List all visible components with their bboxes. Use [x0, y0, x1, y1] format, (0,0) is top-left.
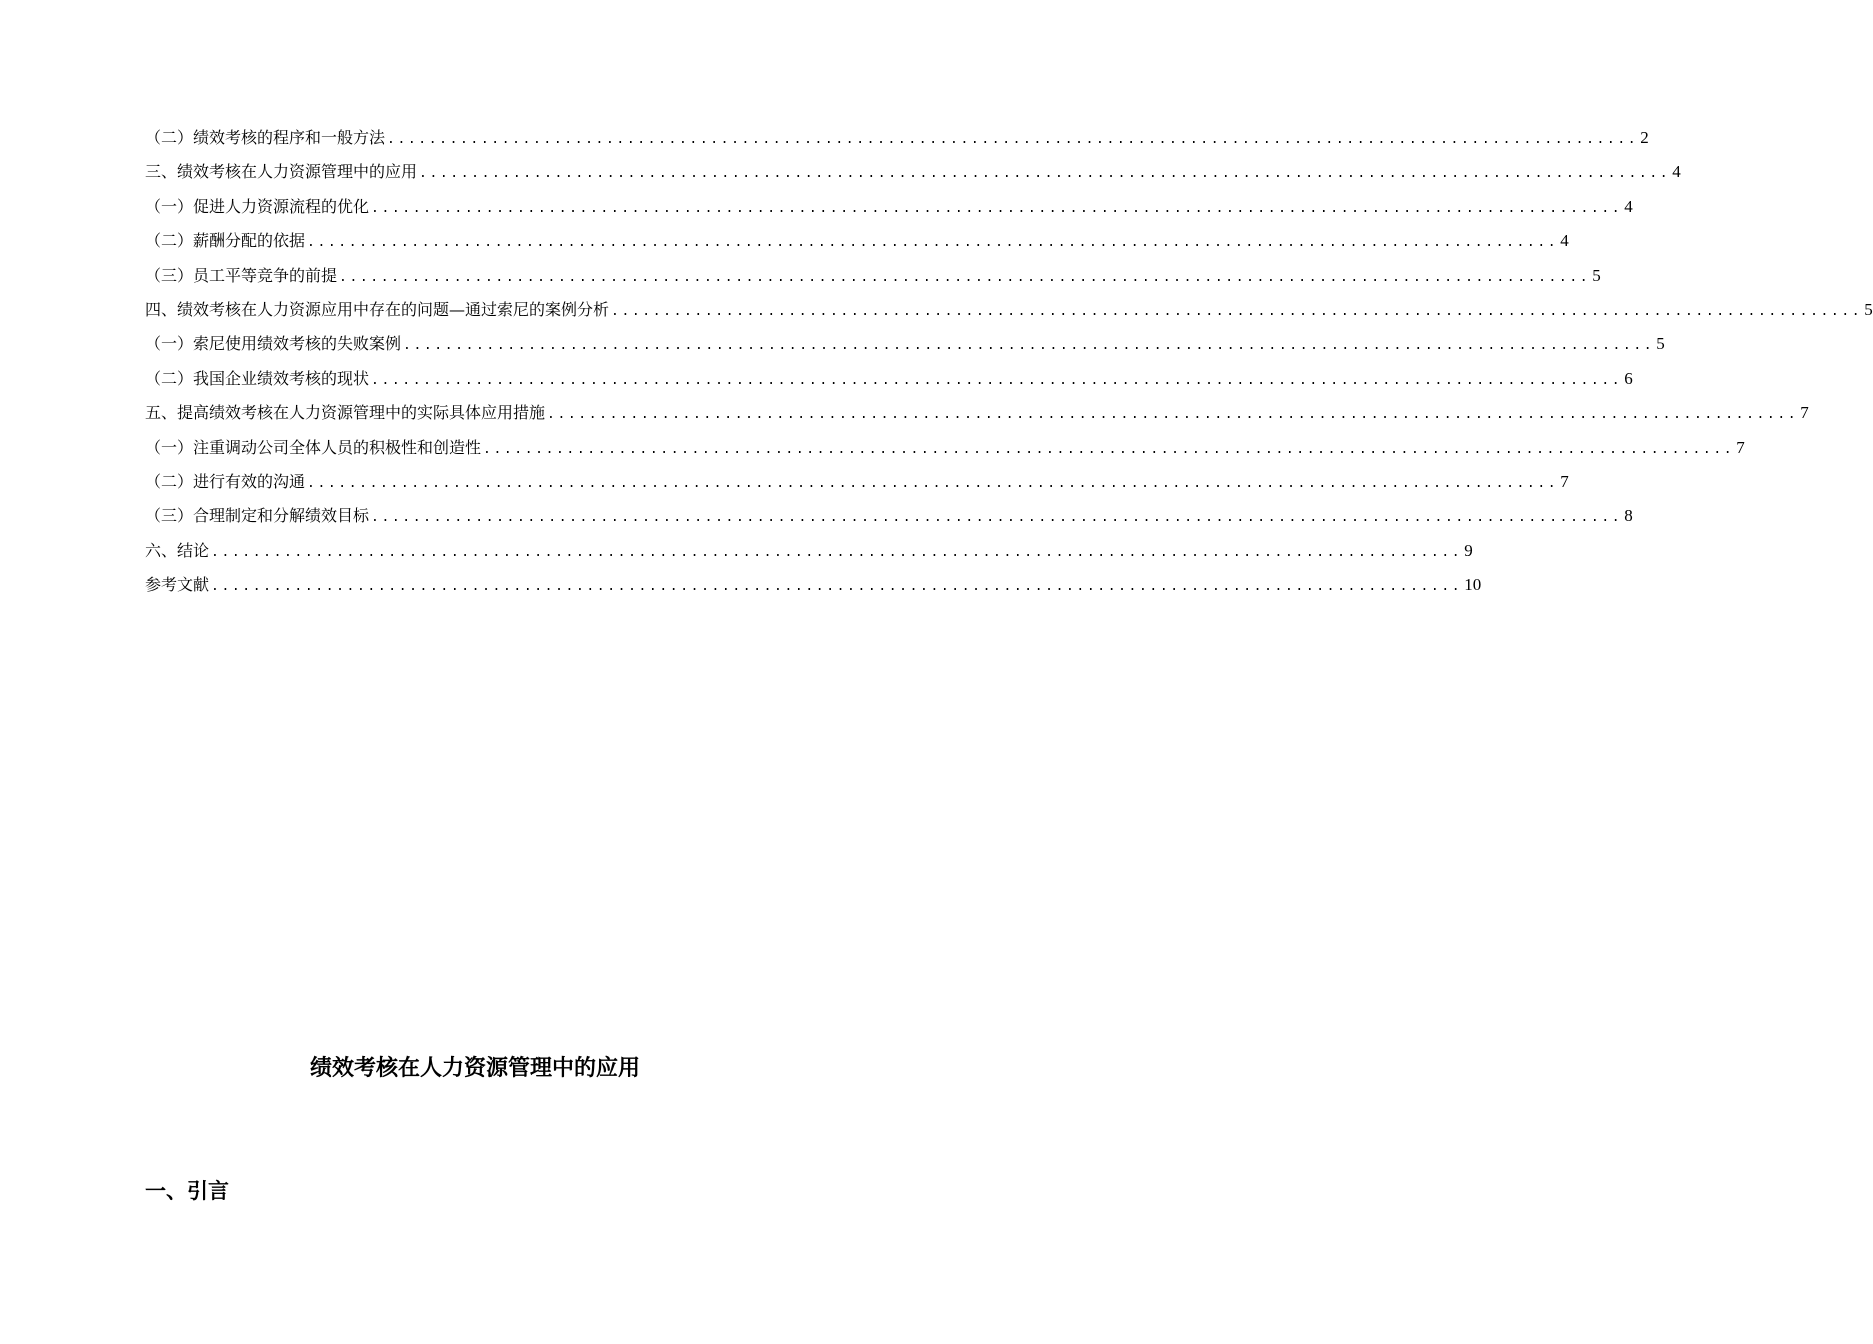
section-heading-introduction: 一、引言 — [145, 1179, 229, 1203]
toc-entry-page: 10 — [1464, 575, 1482, 595]
toc-entry-page: 5 — [1864, 299, 1873, 319]
toc-entry[interactable] — [145, 124, 1649, 158]
toc-entry[interactable] — [145, 537, 1473, 571]
toc-entry[interactable] — [145, 468, 1569, 502]
toc-leader-dots: ........................................................................................................................ — [339, 269, 1591, 285]
toc-entry[interactable] — [145, 262, 1601, 296]
toc-leader-dots: ........................................................................................................................ — [547, 407, 1799, 423]
toc-leader-dots: ........................................................................................................................ — [371, 510, 1623, 526]
toc-entry-page: 5 — [1656, 334, 1665, 354]
toc-entry-title: （一）索尼使用绩效考核的失败案例 — [145, 334, 402, 354]
toc-leader-dots: ........................................................................................................................ — [211, 579, 1463, 595]
toc-entry[interactable] — [145, 399, 1809, 433]
toc-leader-dots: ........................................................................................................................ — [419, 166, 1671, 182]
toc-entry[interactable] — [145, 571, 1482, 605]
toc-entry-page: 4 — [1624, 196, 1633, 216]
toc-leader-dots: ........................................................................................................................ — [211, 544, 1463, 560]
toc-entry-title: （一）促进人力资源流程的优化 — [145, 196, 370, 216]
toc-entry[interactable] — [145, 227, 1569, 261]
toc-entry-title: 三、绩效考核在人力资源管理中的应用 — [145, 162, 418, 182]
toc-entry-page: 7 — [1560, 471, 1569, 491]
toc-entry-title: （二）进行有效的沟通 — [145, 471, 306, 491]
toc-entry-page: 4 — [1672, 162, 1681, 182]
toc-entry[interactable] — [145, 193, 1633, 227]
toc-entry-page: 8 — [1624, 506, 1633, 526]
toc-entry-page: 6 — [1624, 368, 1633, 388]
toc-entry-title: （一）注重调动公司全体人员的积极性和创造性 — [145, 437, 482, 457]
toc-entry[interactable] — [145, 365, 1633, 399]
toc-entry[interactable] — [145, 296, 1873, 330]
toc-leader-dots: ........................................................................................................................ — [307, 235, 1559, 251]
toc-entry-page: 7 — [1736, 437, 1745, 457]
toc-leader-dots: ........................................................................................................................ — [483, 441, 1735, 457]
toc-entry-page: 5 — [1592, 265, 1601, 285]
toc-entry[interactable] — [145, 158, 1681, 192]
toc-entry-title: （二）绩效考核的程序和一般方法 — [145, 128, 386, 147]
toc-entry[interactable] — [145, 330, 1665, 364]
toc-entry-title: （三）员工平等竞争的前提 — [145, 265, 338, 285]
toc-leader-dots: ........................................................................................................................ — [611, 303, 1863, 319]
toc-leader-dots: ........................................................................................................................ — [403, 338, 1655, 354]
toc-entry-title: 参考文献 — [145, 575, 210, 595]
toc-leader-dots: ........................................................................................................................ — [371, 372, 1623, 388]
toc-entry-page: 7 — [1800, 403, 1809, 423]
toc-entry-title: 四、绩效考核在人力资源应用中存在的问题—通过索尼的案例分析 — [145, 299, 610, 319]
toc-leader-dots: ........................................................................................................................ — [371, 200, 1623, 216]
toc-entry-page: 2 — [1640, 128, 1649, 147]
toc-entry-page: 4 — [1560, 231, 1569, 251]
toc-entry-title: 五、提高绩效考核在人力资源管理中的实际具体应用措施 — [145, 403, 546, 423]
toc-entry-title: 六、结论 — [145, 540, 210, 560]
toc-entry-title: （三）合理制定和分解绩效目标 — [145, 506, 370, 526]
toc-leader-dots: ........................................................................................................................ — [307, 475, 1559, 491]
toc-leader-dots: ........................................................................................................................ — [387, 132, 1639, 147]
document-title: 绩效考核在人力资源管理中的应用 — [309, 1056, 640, 1081]
toc-entry[interactable] — [145, 502, 1633, 536]
toc-entry-title: （二）薪酬分配的依据 — [145, 231, 306, 251]
toc-entry[interactable] — [145, 434, 1745, 468]
table-of-contents — [145, 124, 1873, 605]
toc-entry-title: （二）我国企业绩效考核的现状 — [145, 368, 370, 388]
toc-entry-page: 9 — [1464, 540, 1473, 560]
